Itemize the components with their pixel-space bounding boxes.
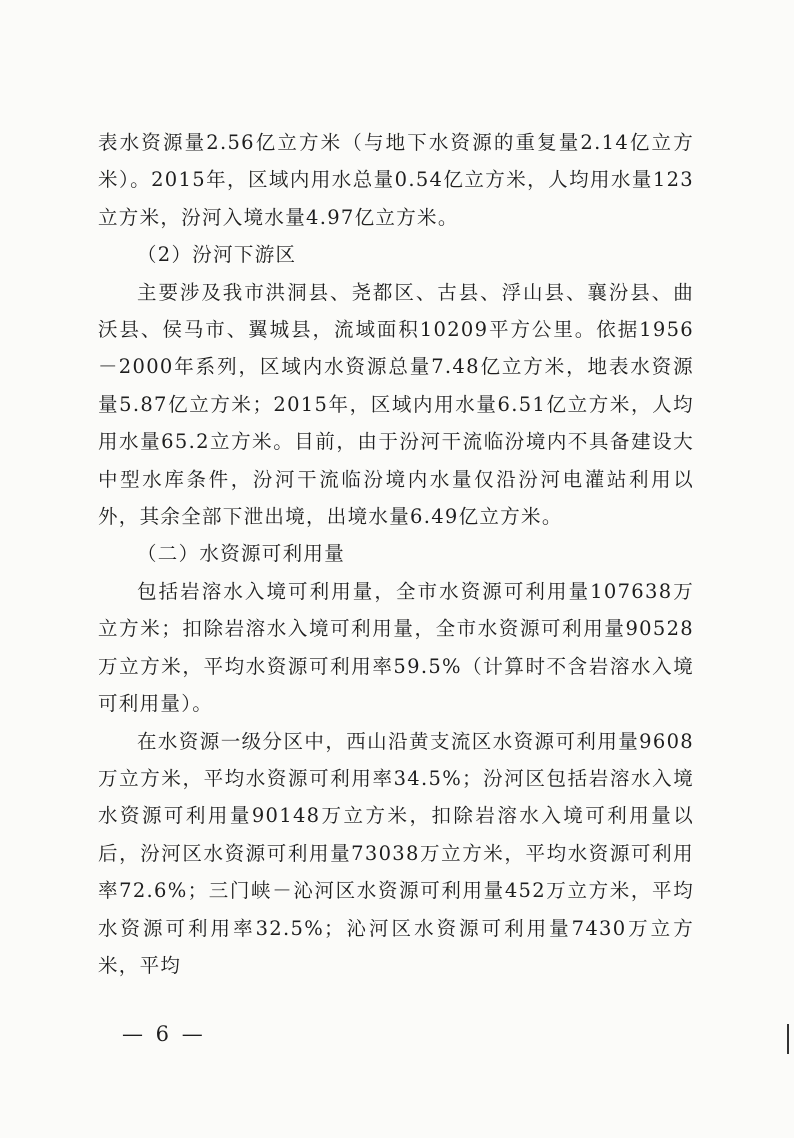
paragraph-fenhe-lower: 主要涉及我市洪洞县、尧都区、古县、浮山县、襄汾县、曲沃县、侯马市、翼城县，流域面积10209平方公里。依据1956－2000年系列，区域内水资源总量7.48亿立方米，地表水资源量5.87亿立方米；2015年，区域内用水量6.51亿立方米，人均用水量65.2立方米。目前，由于汾河干流临汾境内不具备建设大中型水库条件，汾河干流临汾境内水量仅沿汾河电灌站利用以外，其余全部下泄出境，出境水量6.49亿立方米。 xyxy=(98,280,694,529)
body-text xyxy=(98,124,694,984)
page-number: — 6 — xyxy=(122,1022,206,1046)
paragraph-primary-zones: 在水资源一级分区中，西山沿黄支流区水资源可利用量9608万立方米，平均水资源可利用率34.5%；汾河区包括岩溶水入境水资源可利用量90148万立方米，扣除岩溶水入境可利用量以后，汾河区水资源可利用量73038万立方米，平均水资源可利用率72.6%；三门峡－沁河区水资源可利用量452万立方米，平均水资源可利用率32.5%；沁河区水资源可利用量7430万立方米，平均 xyxy=(98,729,694,977)
section-heading-fenhe-lower: （2）汾河下游区 xyxy=(137,243,297,267)
paragraph-available-water: 包括岩溶水入境可利用量，全市水资源可利用量107638万立方米；扣除岩溶水入境可利用量，全市水资源可利用量90528万立方米，平均水资源可利用率59.5%（计算时不含岩溶水入境可利用量）。 xyxy=(98,579,694,716)
section-heading-available-water: （二）水资源可利用量 xyxy=(137,542,346,566)
scan-edge-mark xyxy=(787,1024,789,1054)
paragraph-continuation: 表水资源量2.56亿立方米（与地下水资源的重复量2.14亿立方米）。2015年，区域内用水总量0.54亿立方米，人均用水量123立方米，汾河入境水量4.97亿立方米。 xyxy=(98,131,694,229)
